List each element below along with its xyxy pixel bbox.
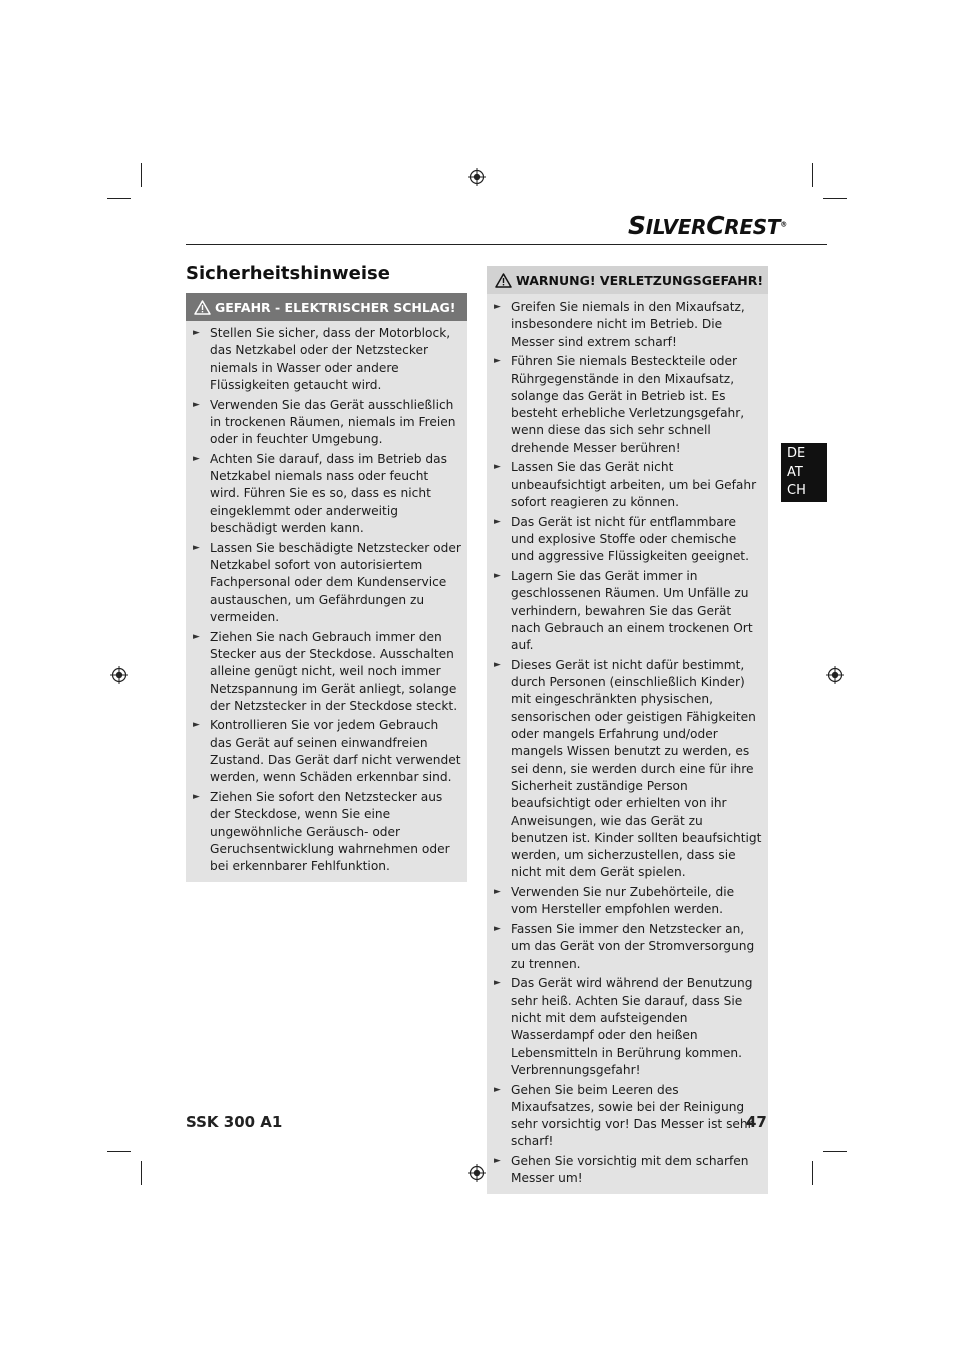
warning-injury-heading xyxy=(487,266,768,294)
list-item: ► Achten Sie darauf, dass im Betrieb das Netzkabel niemals nass oder feucht wird. Führen Sie es so, dass es nicht eingeklemmt oder anderweitig beschädigt werden kann. xyxy=(186,451,467,537)
list-item: ► Das Gerät wird während der Benutzung sehr heiß. Achten Sie darauf, dass Sie nicht mit dem aufsteigenden Wasserdampf oder den heißen Lebensmitteln in Berührung kommen. Verbrennungsgefahr! xyxy=(487,975,768,1079)
crop-mark xyxy=(107,198,131,199)
list-item: ► Lassen Sie beschädigte Netzstecker oder Netzkabel sofort von autorisiertem Fachpersonal oder dem Kundenservice austauschen, um Gefährdungen zu vermeiden. xyxy=(186,540,467,626)
warning-injury-heading-text: WARNUNG! VERLETZUNGSGEFAHR! xyxy=(516,272,764,288)
crop-mark xyxy=(107,1151,131,1152)
list-item: ► Gehen Sie beim Leeren des Mixaufsatzes, sowie bei der Reinigung sehr vorsichtig vor! Das Messer ist sehr scharf! xyxy=(487,1082,768,1151)
list-item: ► Greifen Sie niemals in den Mixaufsatz, insbesondere nicht im Betrieb. Die Messer sind extrem scharf! xyxy=(487,299,768,351)
warning-injury-box xyxy=(487,266,768,1194)
list-item: ► Führen Sie niemals Besteckteile oder Rührgegenstände in den Mixaufsatz, solange das Gerät in Betrieb ist. Es besteht erhebliche Verletzungsgefahr, wenn diese das sich sehr schnell drehende Messer berühren! xyxy=(487,353,768,457)
language-code-ch: CH xyxy=(787,483,806,498)
warning-injury-list xyxy=(487,294,768,1188)
language-code-at: AT xyxy=(787,464,803,480)
list-item: ► Ziehen Sie sofort den Netzstecker aus der Steckdose, wenn Sie eine ungewöhnliche Geräusch- oder Geruchsentwicklung wahrnehmen oder bei erkennbarer Fehlfunktion. xyxy=(186,789,467,875)
danger-electric-box xyxy=(186,293,467,882)
warning-triangle-icon xyxy=(495,273,512,288)
warning-triangle-icon xyxy=(194,300,211,315)
header-rule xyxy=(186,244,827,245)
language-code-de: DE xyxy=(787,446,806,461)
list-item: ► Gehen Sie vorsichtig mit dem scharfen Messer um! xyxy=(487,1153,768,1188)
list-item: ► Verwenden Sie nur Zubehörteile, die vom Hersteller empfohlen werden. xyxy=(487,884,768,919)
crop-mark xyxy=(141,1161,142,1185)
registration-mark-icon xyxy=(468,1164,486,1182)
registration-mark-icon xyxy=(468,168,486,186)
danger-electric-heading xyxy=(186,293,467,321)
list-item: ► Dieses Gerät ist nicht dafür bestimmt, durch Personen (einschließlich Kinder) mit eingeschränkten physischen, sensorischen oder geistigen Fähigkeiten oder mangels Erfahrung und/oder mangels Wissen benutzt zu werden, es sei denn, sie werden durch eine für ihre Sicherheit zuständige Person beaufsichtigt oder erhielten von ihr Anweisungen, wie das Gerät zu benutzen ist. Kinder sollten beaufsichtigt werden, um sicherzustellen, dass sie nicht mit dem Gerät spielen. xyxy=(487,657,768,882)
footer-page-number: 47 xyxy=(746,1113,767,1131)
brand-logo: SILVERCREST® xyxy=(628,211,787,240)
list-item: ► Stellen Sie sicher, dass der Motorblock, das Netzkabel oder der Netzstecker niemals in Wasser oder andere Flüssigkeiten getaucht wird. xyxy=(186,325,467,394)
crop-mark xyxy=(812,163,813,187)
list-item: ► Lagern Sie das Gerät immer in geschlossenen Räumen. Um Unfälle zu verhindern, bewahren Sie das Gerät nach Gebrauch an einem trockenen Ort auf. xyxy=(487,568,768,654)
page-title: Sicherheitshinweise xyxy=(186,263,390,284)
crop-mark xyxy=(823,1151,847,1152)
crop-mark xyxy=(812,1161,813,1185)
footer-model-number: SSK 300 A1 xyxy=(186,1113,283,1131)
registration-mark-icon xyxy=(826,666,844,684)
list-item: ► Fassen Sie immer den Netzstecker an, um das Gerät von der Stromversorgung zu trennen. xyxy=(487,921,768,973)
danger-electric-heading-text: GEFAHR - ELEKTRISCHER SCHLAG! xyxy=(215,299,456,315)
registration-mark-icon xyxy=(110,666,128,684)
crop-mark xyxy=(141,163,142,187)
list-item: ► Kontrollieren Sie vor jedem Gebrauch das Gerät auf seinen einwandfreien Zustand. Das Gerät darf nicht verwendet werden, wenn Schäden erkennbar sind. xyxy=(186,717,467,786)
list-item: ► Verwenden Sie das Gerät ausschließlich in trockenen Räumen, niemals im Freien oder in feuchter Umgebung. xyxy=(186,397,467,449)
crop-mark xyxy=(823,198,847,199)
list-item: ► Ziehen Sie nach Gebrauch immer den Stecker aus der Steckdose. Ausschalten alleine genügt nicht, weil noch immer Netzspannung im Gerät anliegt, solange der Netzstecker in der Steckdose steckt. xyxy=(186,629,467,715)
list-item: ► Lassen Sie das Gerät nicht unbeaufsichtigt arbeiten, um bei Gefahr sofort reagieren zu können. xyxy=(487,459,768,511)
list-item: ► Das Gerät ist nicht für entflammbare und explosive Stoffe oder chemische und aggressive Flüssigkeiten geeignet. xyxy=(487,514,768,566)
danger-electric-list xyxy=(186,321,467,876)
language-tab xyxy=(781,443,827,502)
